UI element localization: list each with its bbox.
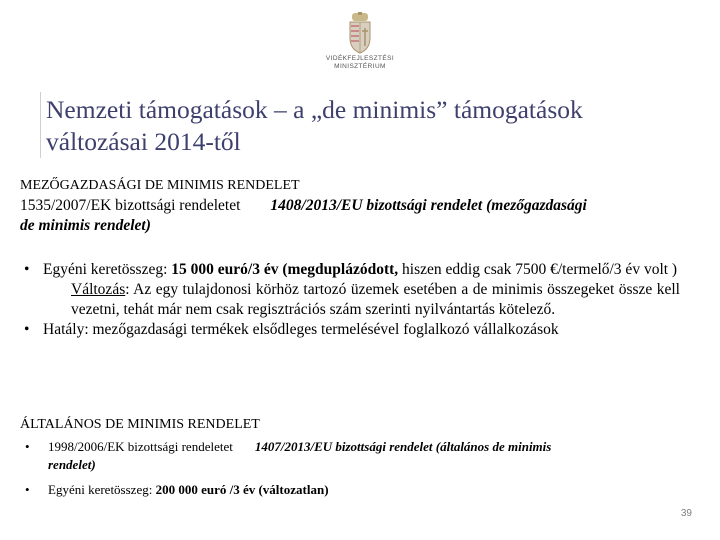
ministry-name xyxy=(322,55,398,71)
amount-value: 200 000 euró /3 év (változatlan) xyxy=(155,482,329,497)
list-item xyxy=(20,481,680,499)
slide-title-line2: változásai 2014-től xyxy=(46,127,241,156)
title-area xyxy=(40,92,701,158)
new-regulation: 1407/2013/EU bizottsági rendelet (általános de minimis xyxy=(254,439,552,454)
slide-title xyxy=(46,94,583,158)
list-item xyxy=(20,438,680,474)
list-item xyxy=(20,260,680,320)
new-regulation-cont: rendelet) xyxy=(48,457,96,472)
new-regulation-cont: de minimis rendelet) xyxy=(20,217,151,234)
change-note xyxy=(43,280,680,320)
ministry-logo xyxy=(322,12,398,82)
bullet-marker: • xyxy=(25,439,30,454)
change-label: Változás xyxy=(71,281,126,298)
coat-of-arms-icon xyxy=(347,12,373,54)
change-text: : Az egy tulajdonosi körhöz tartozó üzemek esetében a de minimis összegeket össze kell vezetni, tehát már nem csak regisztrációs szám szerinti nyilvántartás kötelező. xyxy=(71,281,680,318)
scope-text: Hatály: mezőgazdasági termékek elsődleges termelésével foglalkozó vállalkozások xyxy=(43,321,559,338)
amount-prefix: Egyéni keretösszeg: xyxy=(48,482,156,497)
general-section-heading: ÁLTALÁNOS DE MINIMIS RENDELET xyxy=(20,417,260,432)
ministry-name-line2: MINISZTÉRIUM xyxy=(334,63,386,70)
bullet-marker: • xyxy=(25,482,30,497)
amount-note: hiszen eddig csak 7500 €/termelő/3 év volt ) xyxy=(398,261,678,278)
old-regulation: 1535/2007/EK bizottsági rendeletet xyxy=(20,197,241,214)
agricultural-section-heading: MEZŐGAZDASÁGI DE MINIMIS RENDELET xyxy=(20,178,300,193)
bullet-marker: • xyxy=(24,261,30,278)
slide-title-line1: Nemzeti támogatások – a „de minimis” támogatások xyxy=(46,95,583,124)
agricultural-bullets xyxy=(20,260,680,340)
bullet-marker: • xyxy=(24,321,30,338)
page-number: 39 xyxy=(680,508,692,519)
new-regulation: 1408/2013/EU bizottsági rendelet (mezőgazdasági xyxy=(270,197,587,214)
general-bullets xyxy=(20,438,680,499)
old-regulation: 1998/2006/EK bizottsági rendeletet xyxy=(48,439,233,454)
amount-prefix: Egyéni keretösszeg: xyxy=(43,261,172,278)
agricultural-regulation-change xyxy=(20,196,680,236)
ministry-name-line1: VIDÉKFEJLESZTÉSI xyxy=(325,55,395,62)
list-item xyxy=(20,320,680,340)
amount-value: 15 000 euró/3 év (megduplázódott, xyxy=(171,261,399,278)
